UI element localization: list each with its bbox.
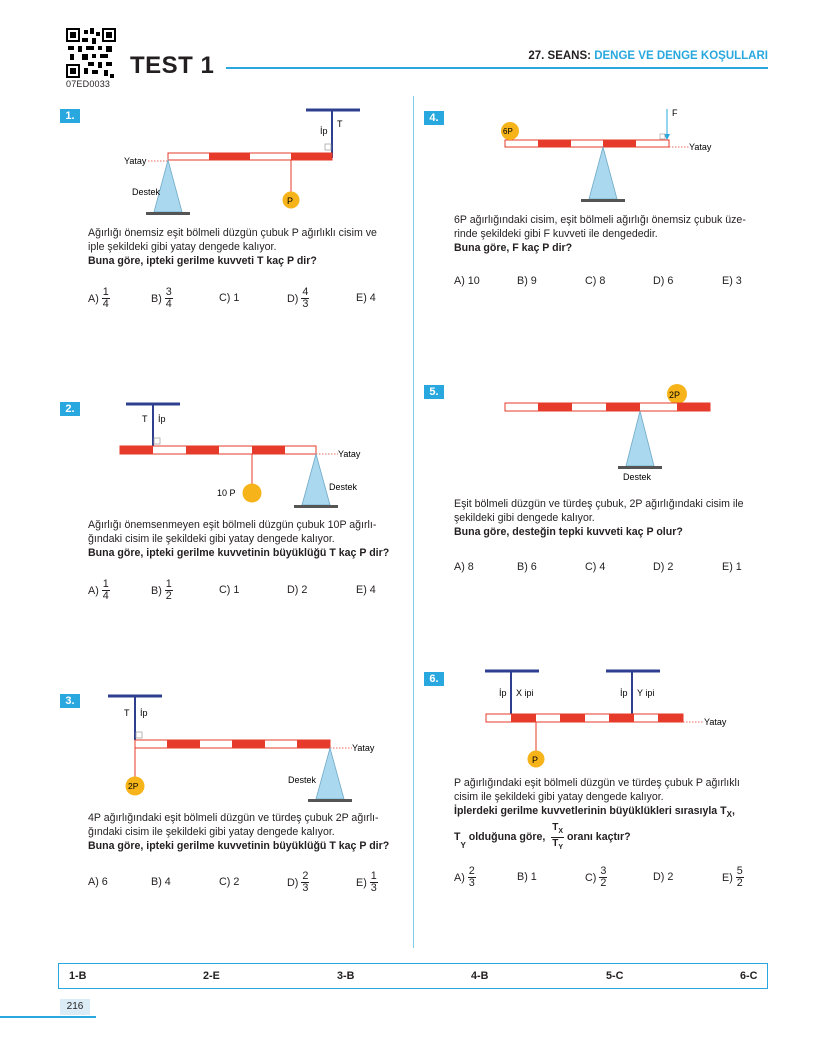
weight-label: 6P: [503, 127, 513, 136]
numerator: 3: [165, 286, 172, 298]
option-value: 1: [233, 292, 240, 304]
option-value: 2: [667, 871, 674, 883]
rope-label: İp: [140, 708, 148, 718]
option-letter: C): [585, 871, 597, 884]
question-4-text: [454, 213, 774, 256]
support-label: Destek: [623, 472, 652, 482]
option-letter: D): [653, 561, 665, 573]
option-5-e[interactable]: [722, 561, 742, 573]
horizontal-label: Yatay: [124, 156, 147, 166]
option-value: 4: [369, 584, 376, 596]
weight-label: 2P: [669, 390, 681, 400]
option-value: 6: [530, 561, 537, 573]
horizontal-label: Yatay: [352, 743, 375, 753]
option-letter: B): [151, 876, 162, 888]
support-base: [294, 505, 338, 508]
question-number-3: 3.: [60, 694, 80, 708]
denominator: [552, 838, 563, 853]
question-2-prompt: Buna göre, ipteki gerilme kuvvetinin büyüklüğü T kaç P dir?: [88, 547, 390, 560]
denominator: 3: [302, 298, 309, 310]
option-value: 2: [667, 561, 674, 573]
numerator: 2: [468, 865, 475, 877]
option-5-a[interactable]: [454, 561, 474, 573]
support: [626, 411, 654, 466]
force-label: F: [672, 108, 678, 118]
answer-2: 2-E: [203, 970, 220, 982]
ratio-fraction: [551, 822, 564, 853]
numerator: 3: [600, 865, 607, 877]
prompt-mid: olduğuna göre,: [465, 831, 549, 844]
question-5-line-2: şekildeki gibi dengede kalıyor.: [454, 512, 595, 525]
option-6-e[interactable]: [722, 866, 744, 889]
option-4-d[interactable]: [653, 275, 673, 287]
option-4-c[interactable]: [585, 275, 605, 287]
rod: [135, 740, 330, 748]
option-letter: C): [219, 292, 231, 304]
option-letter: C): [585, 561, 597, 573]
question-6-line-2: cisim ile şekildeki gibi yatay dengede kalıyor.: [454, 791, 664, 804]
right-angle-mark: [154, 438, 160, 444]
option-letter: A): [454, 561, 465, 573]
option-letter: E): [356, 876, 367, 889]
weight-label: 2P: [128, 781, 139, 791]
denominator: 4: [165, 298, 172, 310]
question-number-1: 1.: [60, 109, 80, 123]
page-number: 216: [60, 999, 90, 1015]
option-1-d[interactable]: [287, 287, 309, 310]
option-value: 8: [467, 561, 474, 573]
prompt-text: İplerdeki gerilme kuvvetlerinin büyüklükleri sırasıyla T: [454, 805, 727, 818]
figure-q3: [105, 688, 395, 808]
fraction: [736, 866, 744, 889]
option-2-c[interactable]: [219, 584, 239, 596]
option-letter: A): [88, 292, 99, 305]
session-prefix: 27. SEANS:: [528, 50, 595, 62]
numerator: 1: [370, 870, 377, 882]
qr-code-id: 07ED0033: [66, 79, 111, 89]
denominator: 3: [370, 882, 377, 894]
question-6-prompt-line-1: [454, 804, 784, 822]
horizontal-label: Yatay: [338, 449, 361, 459]
option-5-d[interactable]: [653, 561, 673, 573]
question-1-text: [88, 226, 408, 269]
denominator: 3: [302, 882, 309, 894]
fraction: [165, 287, 173, 310]
answer-6: 6-C: [740, 970, 758, 982]
option-letter: A): [88, 584, 99, 597]
numerator: 1: [102, 286, 109, 298]
question-number-5: 5.: [424, 385, 444, 399]
option-letter: B): [517, 275, 528, 287]
right-angle-mark: [136, 732, 142, 738]
weight-label: P: [287, 196, 294, 206]
option-letter: D): [287, 876, 299, 889]
figure-q6: [480, 663, 740, 773]
figure-q5: [500, 380, 720, 485]
option-letter: B): [517, 561, 528, 573]
denominator: 3: [468, 877, 475, 889]
option-1-a[interactable]: [88, 287, 110, 310]
answer-3: 3-B: [337, 970, 355, 982]
rod: [505, 403, 710, 411]
rope-label: İp: [158, 414, 166, 424]
test-title: TEST 1: [130, 52, 215, 79]
question-3-text: [88, 811, 408, 854]
option-1-e[interactable]: [356, 292, 376, 304]
question-number-6: 6.: [424, 672, 444, 686]
ratio-num: T: [552, 821, 559, 833]
option-value: 2: [301, 584, 308, 596]
option-6-b[interactable]: [517, 871, 537, 883]
option-letter: A): [88, 876, 99, 888]
question-number-4: 4.: [424, 111, 444, 125]
option-letter: D): [287, 292, 299, 305]
option-4-b[interactable]: [517, 275, 537, 287]
question-number-2: 2.: [60, 402, 80, 416]
rope-x-label: İp: [499, 688, 507, 698]
subscript: Y: [558, 843, 564, 851]
support-label: Destek: [329, 482, 358, 492]
option-letter: C): [585, 275, 597, 287]
question-3-prompt: Buna göre, ipteki gerilme kuvvetinin büyüklüğü T kaç P dir?: [88, 840, 390, 853]
question-4-line-2: rinde şekildeki gibi F kuvveti ile dengededir.: [454, 228, 658, 241]
option-6-a[interactable]: [454, 866, 476, 889]
option-2-a[interactable]: [88, 579, 110, 602]
rod: [486, 714, 683, 722]
option-letter: D): [287, 584, 299, 596]
support-base: [308, 799, 352, 802]
option-6-d[interactable]: [653, 871, 673, 883]
numerator: 5: [736, 865, 743, 877]
option-3-b[interactable]: [151, 876, 171, 888]
numerator: 1: [165, 578, 172, 590]
horizontal-label: Yatay: [704, 717, 727, 727]
rope-x-name: X ipi: [516, 688, 534, 698]
numerator: 2: [302, 870, 309, 882]
option-value: 2: [233, 876, 240, 888]
option-value: 4: [164, 876, 171, 888]
subscript: X: [726, 810, 732, 820]
option-value: 3: [735, 275, 742, 287]
denominator: 2: [736, 877, 743, 889]
option-letter: B): [151, 292, 162, 305]
option-letter: C): [219, 876, 231, 888]
option-value: 1: [233, 584, 240, 596]
option-4-e[interactable]: [722, 275, 742, 287]
option-5-b[interactable]: [517, 561, 537, 573]
numerator: 1: [102, 578, 109, 590]
option-3-c[interactable]: [219, 876, 239, 888]
question-6-line-1: P ağırlığındaki eşit bölmeli düzgün ve türdeş çubuk P ağırlıklı: [454, 777, 740, 789]
question-4-prompt: Buna göre, F kaç P dir?: [454, 242, 573, 255]
fraction: [102, 287, 110, 310]
session-title: [528, 50, 768, 62]
option-value: 4: [599, 561, 606, 573]
option-value: 1: [530, 871, 537, 883]
fraction: [370, 871, 378, 894]
numerator: [551, 822, 564, 838]
support: [302, 454, 330, 505]
option-value: 6: [101, 876, 108, 888]
option-letter: A): [454, 275, 465, 287]
answer-4: 4-B: [471, 970, 489, 982]
right-angle-mark: [660, 134, 665, 139]
option-letter: E): [722, 561, 733, 573]
option-letter: E): [722, 275, 733, 287]
rod: [120, 446, 316, 454]
option-letter: D): [653, 275, 665, 287]
option-value: 9: [530, 275, 537, 287]
session-topic: DENGE VE DENGE KOŞULLARI: [594, 50, 768, 62]
rope-y-label: İp: [620, 688, 628, 698]
question-2-line-2: ğındaki cisim ile şekildeki gibi yatay dengede kalıyor.: [88, 533, 335, 546]
support: [316, 748, 344, 799]
support-base: [581, 199, 625, 202]
figure-q4: [490, 105, 730, 205]
answer-1: 1-B: [69, 970, 87, 982]
option-letter: E): [722, 871, 733, 884]
question-3-line-2: ğındaki cisim ile şekildeki gibi yatay dengede kalıyor.: [88, 826, 335, 839]
weight-ball: [243, 484, 262, 503]
question-1-line-1: Ağırlığı önemsiz eşit bölmeli düzgün çubuk P ağırlıklı cisim ve: [88, 227, 377, 239]
option-value: 8: [599, 275, 606, 287]
option-value: 6: [667, 275, 674, 287]
question-5-prompt: Buna göre, desteğin tepki kuvveti kaç P olur?: [454, 526, 683, 539]
option-letter: D): [653, 871, 665, 883]
option-3-d[interactable]: [287, 871, 309, 894]
ratio-den: T: [552, 837, 559, 849]
option-5-c[interactable]: [585, 561, 605, 573]
rod: [505, 140, 669, 147]
rod: [168, 153, 332, 160]
denominator: 2: [165, 590, 172, 602]
figure-q1: [110, 100, 360, 220]
question-1-prompt: Buna göre, ipteki gerilme kuvveti T kaç P dir?: [88, 255, 317, 268]
question-4-line-1: 6P ağırlığındaki cisim, eşit bölmeli ağırlığı önemsiz çubuk üze-: [454, 214, 746, 226]
denominator: 2: [600, 877, 607, 889]
rope-label: İp: [320, 126, 328, 136]
fraction: [468, 866, 476, 889]
support: [154, 160, 182, 212]
fraction: [599, 866, 607, 889]
column-divider: [413, 96, 414, 948]
tension-label: T: [142, 414, 148, 424]
qr-code[interactable]: [66, 28, 116, 78]
denominator: 4: [102, 590, 109, 602]
support-label: Destek: [288, 775, 317, 785]
option-letter: B): [517, 871, 528, 883]
option-3-e[interactable]: [356, 871, 378, 894]
question-3-line-1: 4P ağırlığındaki eşit bölmeli düzgün ve türdeş çubuk 2P ağırlı-: [88, 812, 379, 824]
subscript: Y: [460, 840, 466, 850]
option-value: 10: [467, 275, 480, 287]
support-base: [618, 466, 662, 469]
figure-q2: [118, 395, 378, 520]
prompt-comma: ,: [731, 805, 735, 818]
subscript: X: [558, 827, 564, 835]
option-2-b[interactable]: [151, 579, 173, 602]
fraction: [102, 579, 110, 602]
option-letter: B): [151, 584, 162, 597]
support-base: [146, 212, 190, 215]
support: [589, 147, 617, 199]
question-1-line-2: iple şekildeki gibi yatay dengede kalıyor.: [88, 241, 277, 254]
answer-key: [58, 963, 768, 989]
denominator: 4: [102, 298, 109, 310]
option-letter: E): [356, 292, 367, 304]
weight-label: P: [532, 755, 539, 765]
numerator: 4: [302, 286, 309, 298]
option-1-b[interactable]: [151, 287, 173, 310]
page-number-rule: [0, 1016, 96, 1018]
option-letter: E): [356, 584, 367, 596]
question-5-text: [454, 497, 774, 540]
option-value: 1: [735, 561, 742, 573]
option-2-d[interactable]: [287, 584, 307, 596]
weight-label: 10 P: [217, 488, 236, 498]
option-2-e[interactable]: [356, 584, 376, 596]
option-1-c[interactable]: [219, 292, 239, 304]
fraction: [301, 287, 309, 310]
right-angle-mark: [325, 144, 331, 150]
question-6-prompt-line-2: [454, 822, 784, 853]
support-label: Destek: [132, 187, 161, 197]
question-5-line-1: Eşit bölmeli düzgün ve türdeş çubuk, 2P ağırlığındaki cisim ile: [454, 498, 744, 510]
option-6-c[interactable]: [585, 866, 607, 889]
fraction: [165, 579, 173, 602]
fraction: [301, 871, 309, 894]
question-2-text: [88, 518, 408, 561]
rope-y-name: Y ipi: [637, 688, 655, 698]
option-4-a[interactable]: [454, 275, 480, 287]
tension-label: T: [337, 119, 343, 129]
answer-5: 5-C: [606, 970, 624, 982]
prompt-t: T: [454, 831, 461, 844]
header-rule: [226, 67, 768, 69]
question-6-text: [454, 776, 784, 853]
prompt-end: oranı kaçtır?: [564, 831, 631, 844]
horizontal-label: Yatay: [689, 142, 712, 152]
option-letter: C): [219, 584, 231, 596]
option-letter: A): [454, 871, 465, 884]
question-2-line-1: Ağırlığı önemsenmeyen eşit bölmeli düzgün çubuk 10P ağırlı-: [88, 519, 377, 531]
tension-label: T: [124, 708, 130, 718]
option-3-a[interactable]: [88, 876, 108, 888]
option-value: 4: [369, 292, 376, 304]
